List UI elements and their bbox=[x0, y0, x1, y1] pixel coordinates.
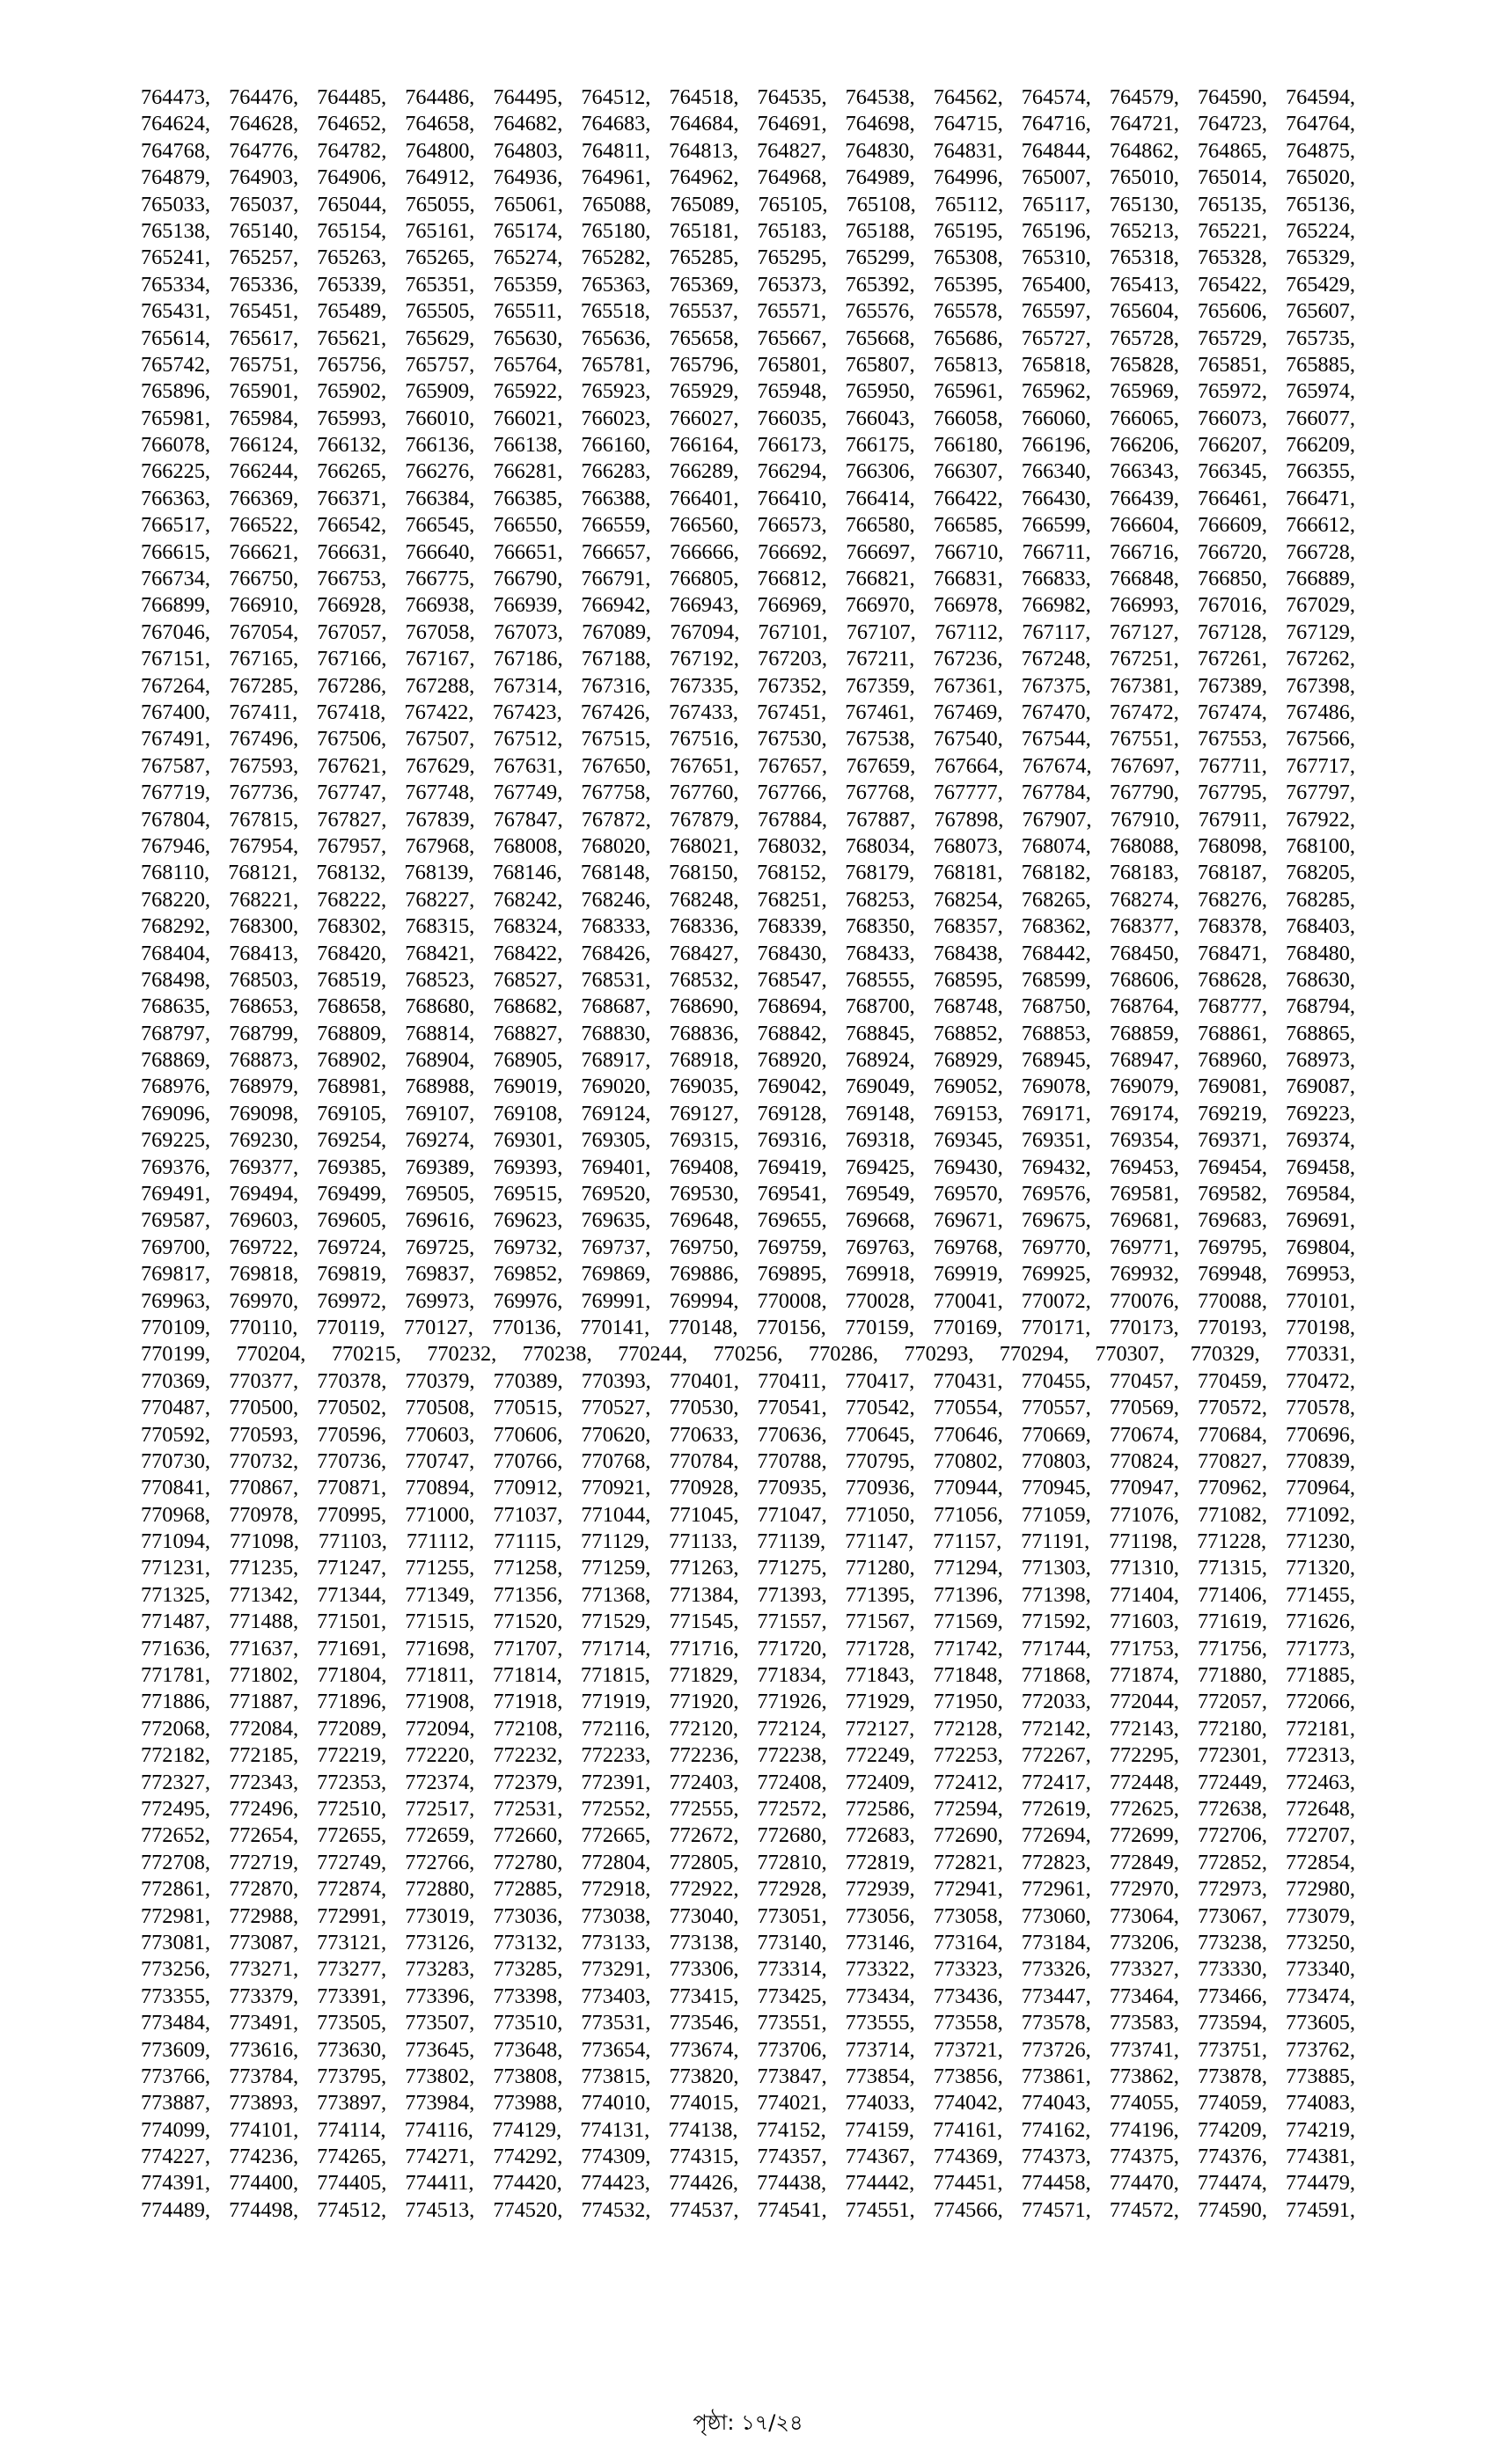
number-line: 769376, 769377, 769385, 769389, 769393, 769401, 769408, 769419, 769425, 769430, 769432, 769453, 769454, 769458, bbox=[141, 1155, 1355, 1179]
number-line: 773609, 773616, 773630, 773645, 773648, 773654, 773674, 773706, 773714, 773721, 773726, 773741, 773751, 773762, bbox=[141, 2037, 1355, 2062]
number-line: 772981, 772988, 772991, 773019, 773036, 773038, 773040, 773051, 773056, 773058, 773060, 773064, 773067, 773079, bbox=[141, 1903, 1355, 1928]
number-line: 771231, 771235, 771247, 771255, 771258, 771259, 771263, 771275, 771280, 771294, 771303, 771310, 771315, 771320, bbox=[141, 1556, 1355, 1580]
number-line: 774489, 774498, 774512, 774513, 774520, 774532, 774537, 774541, 774551, 774566, 774571, 774572, 774590, 774591, bbox=[141, 2197, 1355, 2222]
number-line: 772861, 772870, 772874, 772880, 772885, 772918, 772922, 772928, 772939, 772941, 772961, 772970, 772973, 772980, bbox=[141, 1877, 1355, 1902]
number-list bbox=[141, 84, 1355, 2224]
number-line: 771636, 771637, 771691, 771698, 771707, 771714, 771716, 771720, 771728, 771742, 771744, 771753, 771756, 771773, bbox=[141, 1636, 1355, 1661]
number-line: 766225, 766244, 766265, 766276, 766281, 766283, 766289, 766294, 766306, 766307, 766340, 766343, 766345, 766355, bbox=[141, 459, 1355, 484]
number-line: 767946, 767954, 767957, 767968, 768008, 768020, 768021, 768032, 768034, 768073, 768074, 768088, 768098, 768100, bbox=[141, 833, 1355, 858]
number-line: 772495, 772496, 772510, 772517, 772531, 772552, 772555, 772572, 772586, 772594, 772619, 772625, 772638, 772648, bbox=[141, 1797, 1355, 1821]
number-line: 764473, 764476, 764485, 764486, 764495, 764512, 764518, 764535, 764538, 764562, 764574, 764579, 764590, 764594, bbox=[141, 85, 1355, 109]
number-line: 773887, 773893, 773897, 773984, 773988, 774010, 774015, 774021, 774033, 774042, 774043, 774055, 774059, 774083, bbox=[141, 2091, 1355, 2116]
number-line: 765241, 765257, 765263, 765265, 765274, 765282, 765285, 765295, 765299, 765308, 765310, 765318, 765328, 765329, bbox=[141, 246, 1355, 270]
number-line: 767400, 767411, 767418, 767422, 767423, 767426, 767433, 767451, 767461, 767469, 767470, 767472, 767474, 767486, bbox=[141, 700, 1355, 724]
number-line: 767491, 767496, 767506, 767507, 767512, 767515, 767516, 767530, 767538, 767540, 767544, 767551, 767553, 767566, bbox=[141, 727, 1355, 752]
number-line: 771886, 771887, 771896, 771908, 771918, 771919, 771920, 771926, 771929, 771950, 772033, 772044, 772057, 772066, bbox=[141, 1690, 1355, 1714]
number-line: 765431, 765451, 765489, 765505, 765511, 765518, 765537, 765571, 765576, 765578, 765597, 765604, 765606, 765607, bbox=[141, 299, 1355, 324]
number-line: 774099, 774101, 774114, 774116, 774129, 774131, 774138, 774152, 774159, 774161, 774162, 774196, 774209, 774219, bbox=[141, 2117, 1355, 2142]
number-line: 765138, 765140, 765154, 765161, 765174, 765180, 765181, 765183, 765188, 765195, 765196, 765213, 765221, 765224, bbox=[141, 218, 1355, 243]
number-line: 770199, 770204, 770215, 770232, 770238, 770244, 770256, 770286, 770293, 770294, 770307, 770329, 770331, bbox=[141, 1342, 1355, 1367]
number-line: 772182, 772185, 772219, 772220, 772232, 772233, 772236, 772238, 772249, 772253, 772267, 772295, 772301, 772313, bbox=[141, 1743, 1355, 1768]
number-line: 767587, 767593, 767621, 767629, 767631, 767650, 767651, 767657, 767659, 767664, 767674, 767697, 767711, 767717, bbox=[141, 753, 1355, 778]
number-line: 770109, 770110, 770119, 770127, 770136, 770141, 770148, 770156, 770159, 770169, 770171, 770173, 770193, 770198, bbox=[141, 1315, 1355, 1339]
number-line: 765981, 765984, 765993, 766010, 766021, 766023, 766027, 766035, 766043, 766058, 766060, 766065, 766073, 766077, bbox=[141, 406, 1355, 430]
number-line: 769700, 769722, 769724, 769725, 769732, 769737, 769750, 769759, 769763, 769768, 769770, 769771, 769795, 769804, bbox=[141, 1235, 1355, 1259]
number-line: 770730, 770732, 770736, 770747, 770766, 770768, 770784, 770788, 770795, 770802, 770803, 770824, 770827, 770839, bbox=[141, 1448, 1355, 1473]
number-line: 765334, 765336, 765339, 765351, 765359, 765363, 765369, 765373, 765392, 765395, 765400, 765413, 765422, 765429, bbox=[141, 272, 1355, 297]
number-line: 770841, 770867, 770871, 770894, 770912, 770921, 770928, 770935, 770936, 770944, 770945, 770947, 770962, 770964, bbox=[141, 1476, 1355, 1500]
number-line: 771781, 771802, 771804, 771811, 771814, 771815, 771829, 771834, 771843, 771848, 771868, 771874, 771880, 771885, bbox=[141, 1663, 1355, 1688]
number-line: 773256, 773271, 773277, 773283, 773285, 773291, 773306, 773314, 773322, 773323, 773326, 773327, 773330, 773340, bbox=[141, 1957, 1355, 1982]
number-line: 765614, 765617, 765621, 765629, 765630, 765636, 765658, 765667, 765668, 765686, 765727, 765728, 765729, 765735, bbox=[141, 326, 1355, 350]
number-line: 766899, 766910, 766928, 766938, 766939, 766942, 766943, 766969, 766970, 766978, 766982, 766993, 767016, 767029, bbox=[141, 593, 1355, 618]
number-line: 767719, 767736, 767747, 767748, 767749, 767758, 767760, 767766, 767768, 767777, 767784, 767790, 767795, 767797, bbox=[141, 781, 1355, 805]
number-line: 769225, 769230, 769254, 769274, 769301, 769305, 769315, 769316, 769318, 769345, 769351, 769354, 769371, 769374, bbox=[141, 1128, 1355, 1153]
number-line: 772068, 772084, 772089, 772094, 772108, 772116, 772120, 772124, 772127, 772128, 772142, 772143, 772180, 772181, bbox=[141, 1716, 1355, 1741]
number-line: 773355, 773379, 773391, 773396, 773398, 773403, 773415, 773425, 773434, 773436, 773447, 773464, 773466, 773474, bbox=[141, 1984, 1355, 2008]
number-line: 768498, 768503, 768519, 768523, 768527, 768531, 768532, 768547, 768555, 768595, 768599, 768606, 768628, 768630, bbox=[141, 967, 1355, 992]
number-line: 772652, 772654, 772655, 772659, 772660, 772665, 772672, 772680, 772683, 772690, 772694, 772699, 772706, 772707, bbox=[141, 1823, 1355, 1848]
number-line: 766615, 766621, 766631, 766640, 766651, 766657, 766666, 766692, 766697, 766710, 766711, 766716, 766720, 766728, bbox=[141, 539, 1355, 564]
number-line: 766734, 766750, 766753, 766775, 766790, 766791, 766805, 766812, 766821, 766831, 766833, 766848, 766850, 766889, bbox=[141, 567, 1355, 591]
number-line: 774227, 774236, 774265, 774271, 774292, 774309, 774315, 774357, 774367, 774369, 774373, 774375, 774376, 774381, bbox=[141, 2145, 1355, 2169]
number-line: 773484, 773491, 773505, 773507, 773510, 773531, 773546, 773551, 773555, 773558, 773578, 773583, 773594, 773605, bbox=[141, 2011, 1355, 2035]
number-line: 773766, 773784, 773795, 773802, 773808, 773815, 773820, 773847, 773854, 773856, 773861, 773862, 773878, 773885, bbox=[141, 2064, 1355, 2088]
number-line: 767046, 767054, 767057, 767058, 767073, 767089, 767094, 767101, 767107, 767112, 767117, 767127, 767128, 767129, bbox=[141, 620, 1355, 644]
number-line: 768797, 768799, 768809, 768814, 768827, 768830, 768836, 768842, 768845, 768852, 768853, 768859, 768861, 768865, bbox=[141, 1021, 1355, 1045]
number-line: 770369, 770377, 770378, 770379, 770389, 770393, 770401, 770411, 770417, 770431, 770455, 770457, 770459, 770472, bbox=[141, 1368, 1355, 1393]
number-line: 772708, 772719, 772749, 772766, 772780, 772804, 772805, 772810, 772819, 772821, 772823, 772849, 772852, 772854, bbox=[141, 1850, 1355, 1874]
number-line: 765896, 765901, 765902, 765909, 765922, 765923, 765929, 765948, 765950, 765961, 765962, 765969, 765972, 765974, bbox=[141, 379, 1355, 404]
number-line: 773081, 773087, 773121, 773126, 773132, 773133, 773138, 773140, 773146, 773164, 773184, 773206, 773238, 773250, bbox=[141, 1930, 1355, 1954]
number-line: 768404, 768413, 768420, 768421, 768422, 768426, 768427, 768430, 768433, 768438, 768442, 768450, 768471, 768480, bbox=[141, 941, 1355, 965]
number-line: 769491, 769494, 769499, 769505, 769515, 769520, 769530, 769541, 769549, 769570, 769576, 769581, 769582, 769584, bbox=[141, 1182, 1355, 1206]
number-line: 765033, 765037, 765044, 765055, 765061, 765088, 765089, 765105, 765108, 765112, 765117, 765130, 765135, 765136, bbox=[141, 192, 1355, 216]
number-line: 772327, 772343, 772353, 772374, 772379, 772391, 772403, 772408, 772409, 772412, 772417, 772448, 772449, 772463, bbox=[141, 1770, 1355, 1794]
number-line: 770968, 770978, 770995, 771000, 771037, 771044, 771045, 771047, 771050, 771056, 771059, 771076, 771082, 771092, bbox=[141, 1502, 1355, 1527]
number-line: 768869, 768873, 768902, 768904, 768905, 768917, 768918, 768920, 768924, 768929, 768945, 768947, 768960, 768973, bbox=[141, 1048, 1355, 1073]
number-line: 769096, 769098, 769105, 769107, 769108, 769124, 769127, 769128, 769148, 769153, 769171, 769174, 769219, 769223, bbox=[141, 1101, 1355, 1126]
number-line: 774391, 774400, 774405, 774411, 774420, 774423, 774426, 774438, 774442, 774451, 774458, 774470, 774474, 774479, bbox=[141, 2171, 1355, 2196]
number-line: 764768, 764776, 764782, 764800, 764803, 764811, 764813, 764827, 764830, 764831, 764844, 764862, 764865, 764875, bbox=[141, 138, 1355, 163]
number-line: 771487, 771488, 771501, 771515, 771520, 771529, 771545, 771557, 771567, 771569, 771592, 771603, 771619, 771626, bbox=[141, 1610, 1355, 1634]
number-line: 770487, 770500, 770502, 770508, 770515, 770527, 770530, 770541, 770542, 770554, 770557, 770569, 770572, 770578, bbox=[141, 1396, 1355, 1420]
number-line: 767804, 767815, 767827, 767839, 767847, 767872, 767879, 767884, 767887, 767898, 767907, 767910, 767911, 767922, bbox=[141, 807, 1355, 832]
number-line: 764624, 764628, 764652, 764658, 764682, 764683, 764684, 764691, 764698, 764715, 764716, 764721, 764723, 764764, bbox=[141, 112, 1355, 136]
number-line: 769587, 769603, 769605, 769616, 769623, 769635, 769648, 769655, 769668, 769671, 769675, 769681, 769683, 769691, bbox=[141, 1208, 1355, 1233]
number-line: 767264, 767285, 767286, 767288, 767314, 767316, 767335, 767352, 767359, 767361, 767375, 767381, 767389, 767398, bbox=[141, 673, 1355, 698]
number-line: 771094, 771098, 771103, 771112, 771115, 771129, 771133, 771139, 771147, 771157, 771191, 771198, 771228, 771230, bbox=[141, 1529, 1355, 1554]
number-line: 768220, 768221, 768222, 768227, 768242, 768246, 768248, 768251, 768253, 768254, 768265, 768274, 768276, 768285, bbox=[141, 887, 1355, 912]
number-line: 766078, 766124, 766132, 766136, 766138, 766160, 766164, 766173, 766175, 766180, 766196, 766206, 766207, 766209, bbox=[141, 433, 1355, 458]
number-line: 769817, 769818, 769819, 769837, 769852, 769869, 769886, 769895, 769918, 769919, 769925, 769932, 769948, 769953, bbox=[141, 1262, 1355, 1287]
number-line: 768292, 768300, 768302, 768315, 768324, 768333, 768336, 768339, 768350, 768357, 768362, 768377, 768378, 768403, bbox=[141, 914, 1355, 939]
number-line: 766363, 766369, 766371, 766384, 766385, 766388, 766401, 766410, 766414, 766422, 766430, 766439, 766461, 766471, bbox=[141, 486, 1355, 510]
number-line: 767151, 767165, 767166, 767167, 767186, 767188, 767192, 767203, 767211, 767236, 767248, 767251, 767261, 767262, bbox=[141, 647, 1355, 671]
number-line: 771325, 771342, 771344, 771349, 771356, 771368, 771384, 771393, 771395, 771396, 771398, 771404, 771406, 771455, bbox=[141, 1582, 1355, 1607]
page-number: পৃষ্ঠা: ১৭/২৪ bbox=[693, 2410, 803, 2435]
number-line: 768110, 768121, 768132, 768139, 768146, 768148, 768150, 768152, 768179, 768181, 768182, 768183, 768187, 768205, bbox=[141, 861, 1355, 885]
number-line: 770592, 770593, 770596, 770603, 770606, 770620, 770633, 770636, 770645, 770646, 770669, 770674, 770684, 770696, bbox=[141, 1422, 1355, 1447]
number-line: 765742, 765751, 765756, 765757, 765764, 765781, 765796, 765801, 765807, 765813, 765818, 765828, 765851, 765885, bbox=[141, 352, 1355, 377]
number-line: 768976, 768979, 768981, 768988, 769019, 769020, 769035, 769042, 769049, 769052, 769078, 769079, 769081, 769087, bbox=[141, 1074, 1355, 1099]
number-line: 766517, 766522, 766542, 766545, 766550, 766559, 766560, 766573, 766580, 766585, 766599, 766604, 766609, 766612, bbox=[141, 513, 1355, 538]
number-line: 764879, 764903, 764906, 764912, 764936, 764961, 764962, 764968, 764989, 764996, 765007, 765010, 765014, 765020, bbox=[141, 165, 1355, 190]
number-line: 769963, 769970, 769972, 769973, 769976, 769991, 769994, 770008, 770028, 770041, 770072, 770076, 770088, 770101, bbox=[141, 1288, 1355, 1313]
number-line: 768635, 768653, 768658, 768680, 768682, 768687, 768690, 768694, 768700, 768748, 768750, 768764, 768777, 768794, bbox=[141, 994, 1355, 1019]
